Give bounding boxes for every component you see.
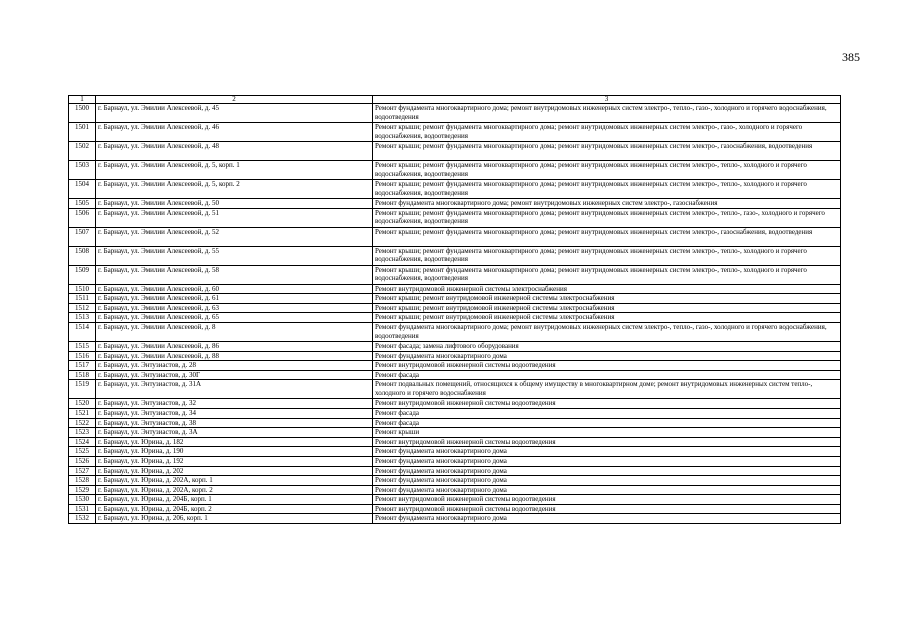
row-number: 1505 [69,199,96,209]
header-col-2: 2 [96,96,373,104]
row-address: г. Барнаул, ул. Энтузиастов, д. 3А [96,428,373,438]
row-number: 1504 [69,180,96,199]
row-work: Ремонт фундамента многоквартирного дома; ремонт внутридомовых инженерных систем электро-, тепло-, газо-, холодного и горячего водоснабжения, водоотведения [373,322,841,341]
row-number: 1517 [69,361,96,371]
row-address: г. Барнаул, ул. Юрина, д. 206, корп. 1 [96,514,373,524]
page-number: 385 [842,50,860,64]
table-row [69,408,841,418]
row-work: Ремонт фундамента многоквартирного дома [373,485,841,495]
row-number: 1508 [69,246,96,265]
table-row [69,199,841,209]
table-row [69,142,841,161]
row-address: г. Барнаул, ул. Юрина, д. 202А, корп. 1 [96,476,373,486]
row-address: г. Барнаул, ул. Юрина, д. 192 [96,456,373,466]
row-work: Ремонт фундамента многоквартирного дома [373,514,841,524]
works-table [68,95,841,524]
row-address: г. Барнаул, ул. Эмилии Алексеевой, д. 65 [96,313,373,323]
row-work: Ремонт фасада; замена лифтового оборудования [373,341,841,351]
row-address: г. Барнаул, ул. Эмилии Алексеевой, д. 5, корп. 1 [96,161,373,180]
table-row [69,466,841,476]
row-number: 1513 [69,313,96,323]
row-number: 1528 [69,476,96,486]
row-work: Ремонт крыши; ремонт внутридомовой инженерной системы электроснабжения [373,313,841,323]
row-address: г. Барнаул, ул. Эмилии Алексеевой, д. 88 [96,351,373,361]
row-address: г. Барнаул, ул. Юрина, д. 202А, корп. 2 [96,485,373,495]
table-row [69,294,841,304]
row-number: 1515 [69,341,96,351]
row-work: Ремонт крыши; ремонт фундамента многоквартирного дома; ремонт внутридомовых инженерных систем электро-, тепло-, холодного и горячего водоснабжения, водоотведения [373,246,841,265]
table-row [69,208,841,227]
row-work: Ремонт крыши [373,428,841,438]
row-number: 1511 [69,294,96,304]
row-number: 1526 [69,456,96,466]
table-row [69,370,841,380]
row-address: г. Барнаул, ул. Энтузиастов, д. 31А [96,380,373,399]
row-work: Ремонт крыши; ремонт фундамента многоквартирного дома; ремонт внутридомовых инженерных систем электро-, тепло-, холодного и горячего водоснабжения, водоотведения [373,180,841,199]
row-number: 1527 [69,466,96,476]
row-work: Ремонт фундамента многоквартирного дома [373,476,841,486]
row-address: г. Барнаул, ул. Энтузиастов, д. 32 [96,399,373,409]
table-row [69,428,841,438]
row-address: г. Барнаул, ул. Эмилии Алексеевой, д. 46 [96,123,373,142]
row-number: 1532 [69,514,96,524]
row-number: 1514 [69,322,96,341]
row-work: Ремонт крыши; ремонт внутридомовой инженерной системы электроснабжения [373,303,841,313]
table-row [69,418,841,428]
row-work: Ремонт крыши; ремонт фундамента многоквартирного дома; ремонт внутридомовых инженерных систем электро-, тепло-, газо-, холодного и горячего водоснабжения, водоотведения [373,208,841,227]
row-number: 1522 [69,418,96,428]
row-address: г. Барнаул, ул. Эмилии Алексеевой, д. 61 [96,294,373,304]
row-address: г. Барнаул, ул. Эмилии Алексеевой, д. 51 [96,208,373,227]
row-address: г. Барнаул, ул. Эмилии Алексеевой, д. 86 [96,341,373,351]
table-header-row [69,96,841,104]
row-work: Ремонт крыши; ремонт внутридомовой инженерной системы электроснабжения [373,294,841,304]
row-work: Ремонт фундамента многоквартирного дома [373,456,841,466]
table-row [69,504,841,514]
row-address: г. Барнаул, ул. Эмилии Алексеевой, д. 55 [96,246,373,265]
row-number: 1531 [69,504,96,514]
row-number: 1507 [69,227,96,246]
row-address: г. Барнаул, ул. Эмилии Алексеевой, д. 60 [96,284,373,294]
table-row [69,351,841,361]
row-number: 1525 [69,447,96,457]
row-address: г. Барнаул, ул. Эмилии Алексеевой, д. 48 [96,142,373,161]
row-work: Ремонт внутридомовой инженерной системы водоотведения [373,361,841,371]
header-col-3: 3 [373,96,841,104]
row-work: Ремонт внутридомовой инженерной системы водоотведения [373,495,841,505]
row-work: Ремонт внутридомовой инженерной системы водоотведения [373,399,841,409]
row-number: 1529 [69,485,96,495]
row-work: Ремонт внутридомовой инженерной системы водоотведения [373,504,841,514]
row-address: г. Барнаул, ул. Эмилии Алексеевой, д. 5, корп. 2 [96,180,373,199]
table-row [69,456,841,466]
row-work: Ремонт фундамента многоквартирного дома [373,351,841,361]
row-work: Ремонт внутридомовой инженерной системы электроснабжения [373,284,841,294]
table-row [69,322,841,341]
table-row [69,161,841,180]
table-row [69,485,841,495]
row-number: 1520 [69,399,96,409]
table-row [69,227,841,246]
row-address: г. Барнаул, ул. Энтузиастов, д. 28 [96,361,373,371]
row-work: Ремонт подвальных помещений, относящихся к общему имуществу в многоквартирном доме; ремонт внутридомовых инженерных систем тепло-, холодного и горячего водоснабжения [373,380,841,399]
table-row [69,361,841,371]
table-row [69,514,841,524]
row-address: г. Барнаул, ул. Эмилии Алексеевой, д. 50 [96,199,373,209]
table-row [69,313,841,323]
row-work: Ремонт крыши; ремонт фундамента многоквартирного дома; ремонт внутридомовых инженерных систем электро-, тепло-, холодного и горячего водоснабжения, водоотведения [373,265,841,284]
row-work: Ремонт внутридомовой инженерной системы водоотведения [373,437,841,447]
row-work: Ремонт фасада [373,418,841,428]
row-address: г. Барнаул, ул. Энтузиастов, д. 38 [96,418,373,428]
row-address: г. Барнаул, ул. Юрина, д. 190 [96,447,373,457]
table-row [69,476,841,486]
row-work: Ремонт фундамента многоквартирного дома; ремонт внутридомовых инженерных систем электро-, тепло-, газо-, холодного и горячего водоснабжения, водоотведения [373,104,841,123]
row-address: г. Барнаул, ул. Юрина, д. 202 [96,466,373,476]
row-address: г. Барнаул, ул. Эмилии Алексеевой, д. 45 [96,104,373,123]
table-row [69,437,841,447]
row-work: Ремонт фасада [373,370,841,380]
table-row [69,246,841,265]
row-number: 1530 [69,495,96,505]
table-row [69,284,841,294]
row-address: г. Барнаул, ул. Энтузиастов, д. 30Г [96,370,373,380]
row-number: 1518 [69,370,96,380]
table-row [69,341,841,351]
table-row [69,303,841,313]
table-row [69,123,841,142]
row-work: Ремонт фундамента многоквартирного дома [373,447,841,457]
row-work: Ремонт крыши; ремонт фундамента многоквартирного дома; ремонт внутридомовых инженерных систем электро-, газо-, холодного и горячего водоснабжения, водоотведения [373,123,841,142]
row-work: Ремонт фундамента многоквартирного дома [373,466,841,476]
row-address: г. Барнаул, ул. Эмилии Алексеевой, д. 63 [96,303,373,313]
row-number: 1521 [69,408,96,418]
table-row [69,495,841,505]
row-number: 1512 [69,303,96,313]
table-row [69,180,841,199]
row-address: г. Барнаул, ул. Эмилии Алексеевой, д. 58 [96,265,373,284]
row-work: Ремонт крыши; ремонт фундамента многоквартирного дома; ремонт внутридомовых инженерных систем электро-, тепло-, холодного и горячего водоснабжения, водоотведения [373,161,841,180]
table-row [69,104,841,123]
row-number: 1501 [69,123,96,142]
row-number: 1523 [69,428,96,438]
row-address: г. Барнаул, ул. Эмилии Алексеевой, д. 8 [96,322,373,341]
row-work: Ремонт фундамента многоквартирного дома; ремонт внутридомовых инженерных систем электро-, газоснабжения [373,199,841,209]
table-row [69,399,841,409]
row-number: 1500 [69,104,96,123]
row-address: г. Барнаул, ул. Юрина, д. 204Б, корп. 2 [96,504,373,514]
row-number: 1502 [69,142,96,161]
row-work: Ремонт фасада [373,408,841,418]
header-col-1: 1 [69,96,96,104]
row-work: Ремонт крыши; ремонт фундамента многоквартирного дома; ремонт внутридомовых инженерных систем электро-, газоснабжения, водоотведения [373,142,841,161]
row-number: 1509 [69,265,96,284]
row-address: г. Барнаул, ул. Юрина, д. 182 [96,437,373,447]
row-number: 1516 [69,351,96,361]
row-work: Ремонт крыши; ремонт фундамента многоквартирного дома; ремонт внутридомовых инженерных систем электро-, газоснабжения, водоотведения [373,227,841,246]
row-number: 1519 [69,380,96,399]
table-row [69,380,841,399]
table-row [69,447,841,457]
row-number: 1524 [69,437,96,447]
row-address: г. Барнаул, ул. Энтузиастов, д. 34 [96,408,373,418]
row-number: 1510 [69,284,96,294]
row-address: г. Барнаул, ул. Эмилии Алексеевой, д. 52 [96,227,373,246]
table-row [69,265,841,284]
row-number: 1503 [69,161,96,180]
row-number: 1506 [69,208,96,227]
row-address: г. Барнаул, ул. Юрина, д. 204Б, корп. 1 [96,495,373,505]
